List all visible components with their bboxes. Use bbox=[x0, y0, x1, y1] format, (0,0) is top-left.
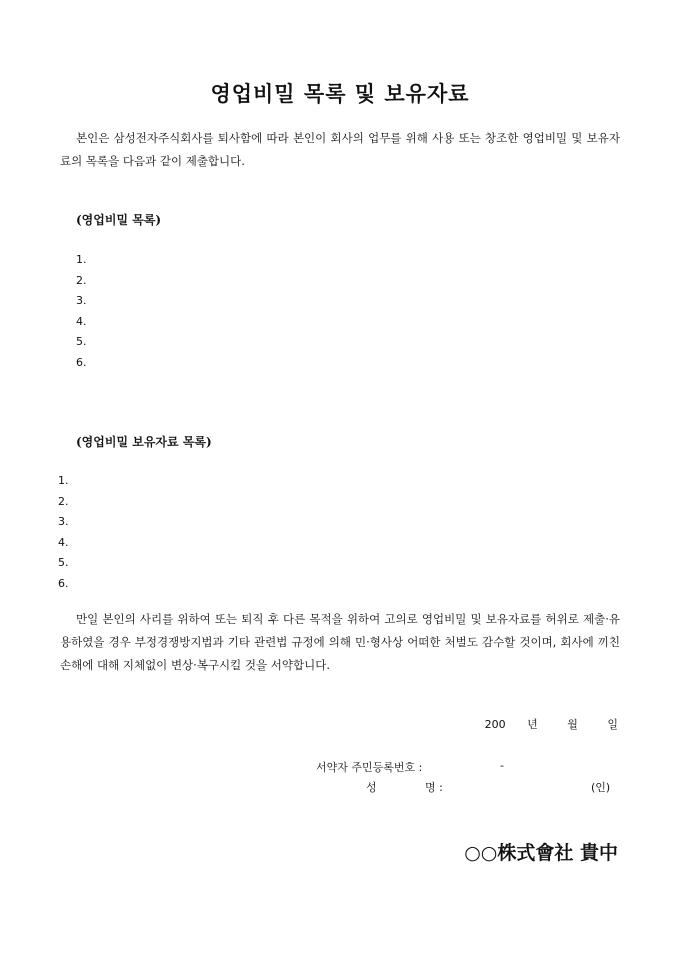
list-item: 2. bbox=[76, 273, 87, 287]
document-title: 영업비밀 목록 및 보유자료 bbox=[210, 81, 470, 106]
date-month-label: 월 bbox=[567, 718, 578, 731]
list-item: 6. bbox=[76, 355, 87, 369]
section-materials-heading: (영업비밀 보유자료 목록) bbox=[76, 435, 212, 449]
section-trade-secret-heading: (영업비밀 목록) bbox=[76, 213, 162, 227]
list-item: 5. bbox=[76, 335, 87, 348]
pledge-paragraph: 만일 본인의 사리를 위하여 또는 퇴직 후 다른 목적을 위하여 고의로 영업비밀 및 보유자료를 허위로 제출·유용하였을 경우 부정경쟁방지법과 기타 관련법 규정에 의해 민·형사상 어떠한 처벌도 감수할 것이며, 회사에 끼친 손해에 대해 지체없이 변상·복구시킬 것을 서약합니다. bbox=[60, 612, 620, 672]
date-day-label: 일 bbox=[607, 718, 618, 731]
list-item: 4. bbox=[76, 314, 87, 328]
date-line bbox=[485, 716, 618, 732]
intro-paragraph: 본인은 삼성전자주식회사를 퇴사함에 따라 본인이 회사의 업무를 위해 사용 또는 창조한 영업비밀 및 보유자료의 목록을 다음과 같이 제출합니다. bbox=[60, 131, 620, 168]
signer-name-label-1: 성 bbox=[366, 781, 377, 794]
list-item: 4. bbox=[58, 535, 69, 549]
list-item: 1. bbox=[58, 474, 69, 487]
signer-id-separator: - bbox=[500, 759, 504, 772]
date-year-prefix: 200 bbox=[484, 718, 506, 731]
signer-name-label-2: 명 : bbox=[425, 781, 443, 794]
materials-list bbox=[58, 471, 69, 594]
list-item: 1. bbox=[76, 253, 87, 266]
signer-id-label: 서약자 주민등록번호 : bbox=[316, 761, 423, 774]
date-year-label: 년 bbox=[527, 718, 538, 731]
list-item: 5. bbox=[58, 556, 69, 569]
recipient-company: ○○株式會社 貴中 bbox=[464, 842, 618, 864]
list-item: 2. bbox=[58, 494, 69, 508]
list-item: 3. bbox=[76, 294, 87, 307]
seal-mark: (인) bbox=[591, 781, 611, 794]
trade-secret-list bbox=[76, 250, 87, 373]
list-item: 3. bbox=[58, 515, 69, 528]
list-item: 6. bbox=[58, 576, 69, 590]
